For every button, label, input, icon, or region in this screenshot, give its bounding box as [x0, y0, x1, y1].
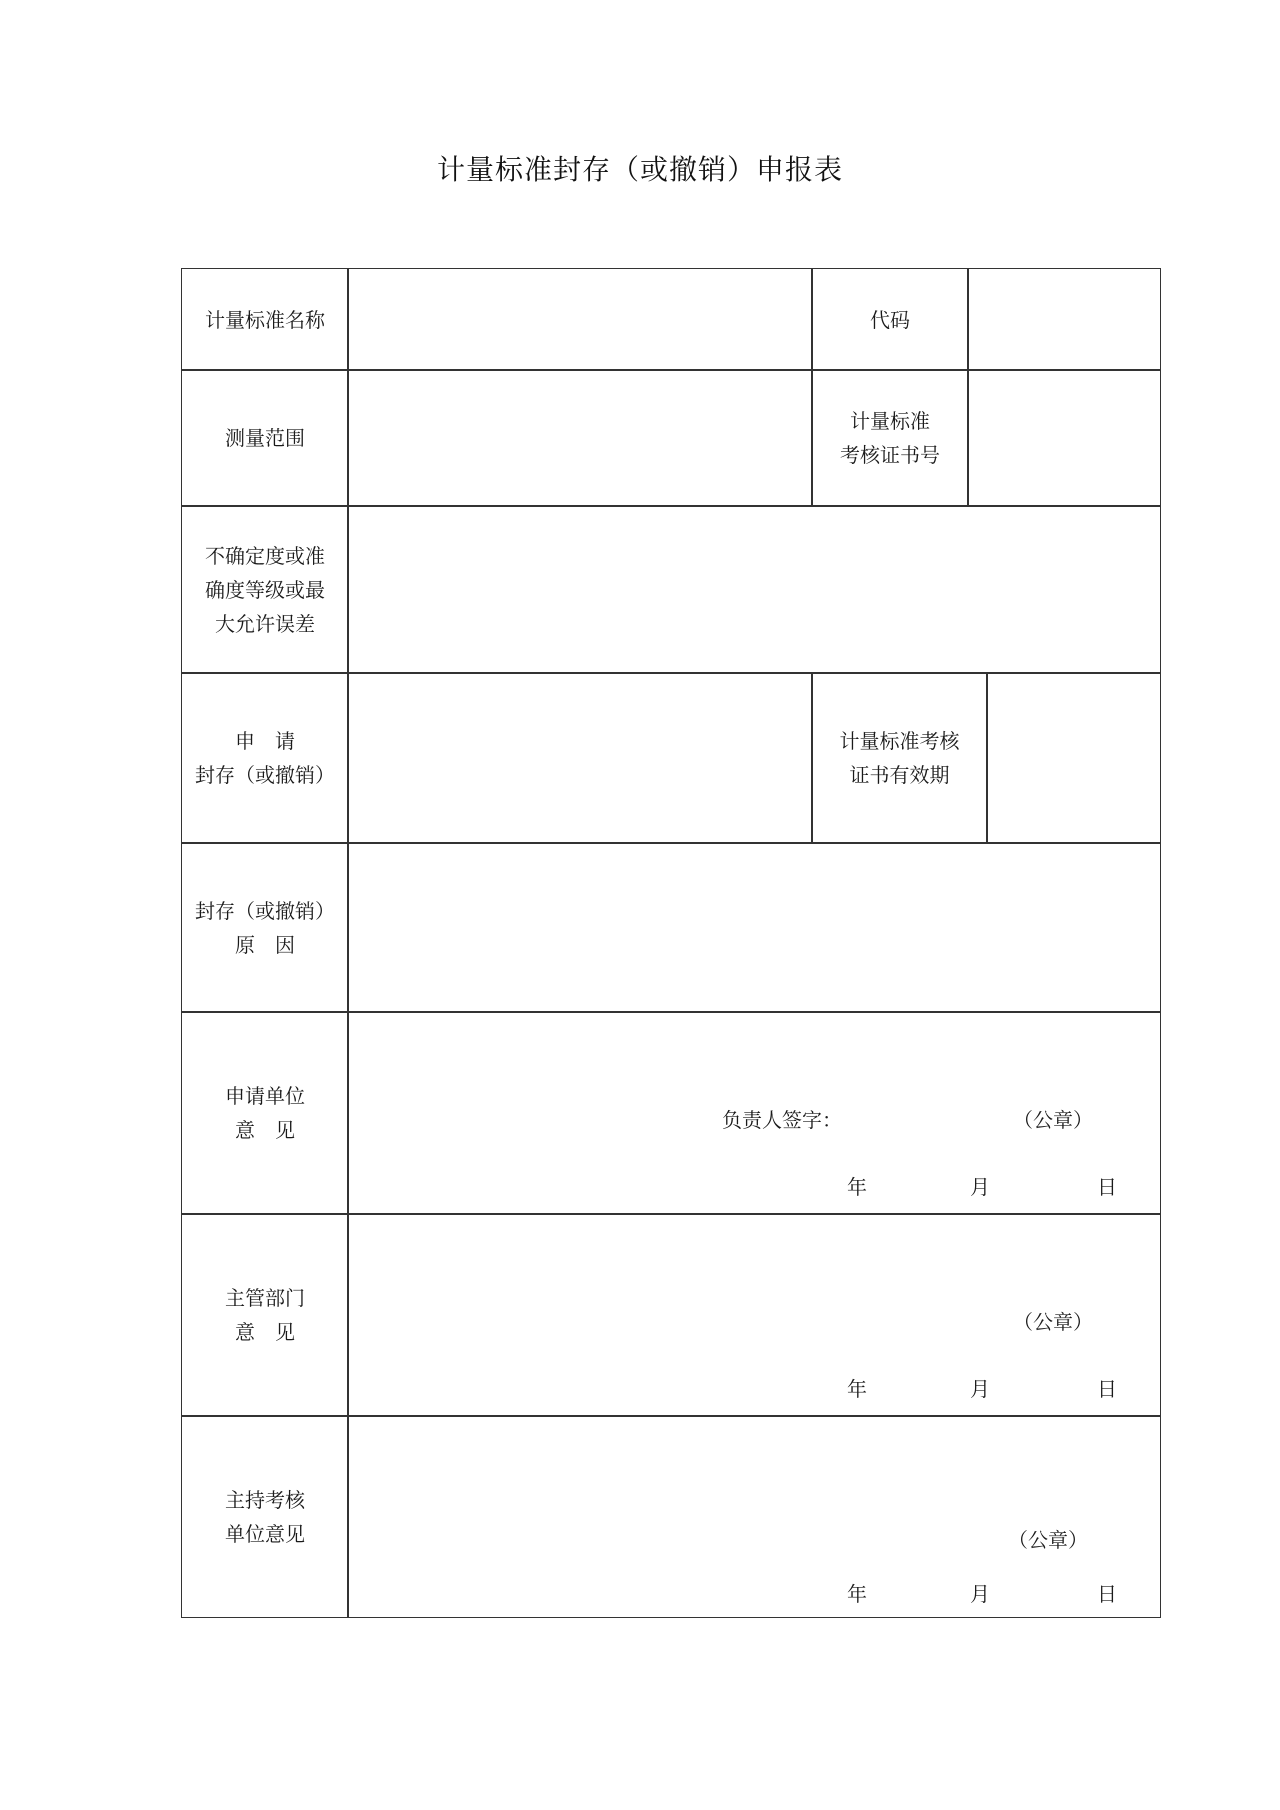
- application-form-table: [181, 268, 1161, 1618]
- certificate-number-field[interactable]: [967, 369, 1161, 507]
- uncertainty-label: 不确定度或准 确度等级或最 大允许误差: [181, 505, 349, 674]
- measurement-range-label: 测量范围: [181, 369, 349, 507]
- date-year-label: 年: [847, 1175, 867, 1199]
- reason-field[interactable]: [347, 842, 1161, 1013]
- host-opinion-label: 主持考核 单位意见: [181, 1415, 349, 1618]
- apply-seal-field[interactable]: [347, 672, 813, 844]
- reason-label: 封存（或撤销） 原 因: [181, 842, 349, 1013]
- certificate-validity-field[interactable]: [986, 672, 1161, 844]
- signature-label: 负责人签字：: [722, 1108, 842, 1132]
- form-title: 计量标准封存（或撤销）申报表: [436, 153, 843, 186]
- date-year-label: 年: [847, 1582, 867, 1606]
- seal-label: （公章）: [1008, 1528, 1088, 1552]
- date-day-label: 日: [1097, 1175, 1117, 1199]
- uncertainty-field[interactable]: [347, 505, 1161, 674]
- seal-label: （公章）: [1013, 1108, 1093, 1132]
- date-year-label: 年: [847, 1377, 867, 1401]
- apply-seal-label: 申 请 封存（或撤销）: [181, 672, 349, 844]
- authority-opinion-label: 主管部门 意 见: [181, 1213, 349, 1417]
- standard-name-field[interactable]: [347, 268, 813, 371]
- seal-label: （公章）: [1013, 1310, 1093, 1334]
- applicant-opinion-label: 申请单位 意 见: [181, 1011, 349, 1215]
- date-month-label: 月: [970, 1175, 990, 1199]
- certificate-number-label: 计量标准 考核证书号: [811, 369, 969, 507]
- measurement-range-field[interactable]: [347, 369, 813, 507]
- date-month-label: 月: [970, 1582, 990, 1606]
- code-field[interactable]: [967, 268, 1161, 371]
- date-day-label: 日: [1097, 1377, 1117, 1401]
- standard-name-label: 计量标准名称: [181, 268, 349, 371]
- code-label: 代码: [811, 268, 969, 371]
- date-day-label: 日: [1097, 1582, 1117, 1606]
- certificate-validity-label: 计量标准考核 证书有效期: [811, 672, 988, 844]
- host-opinion-field[interactable]: [347, 1415, 1161, 1618]
- date-month-label: 月: [970, 1377, 990, 1401]
